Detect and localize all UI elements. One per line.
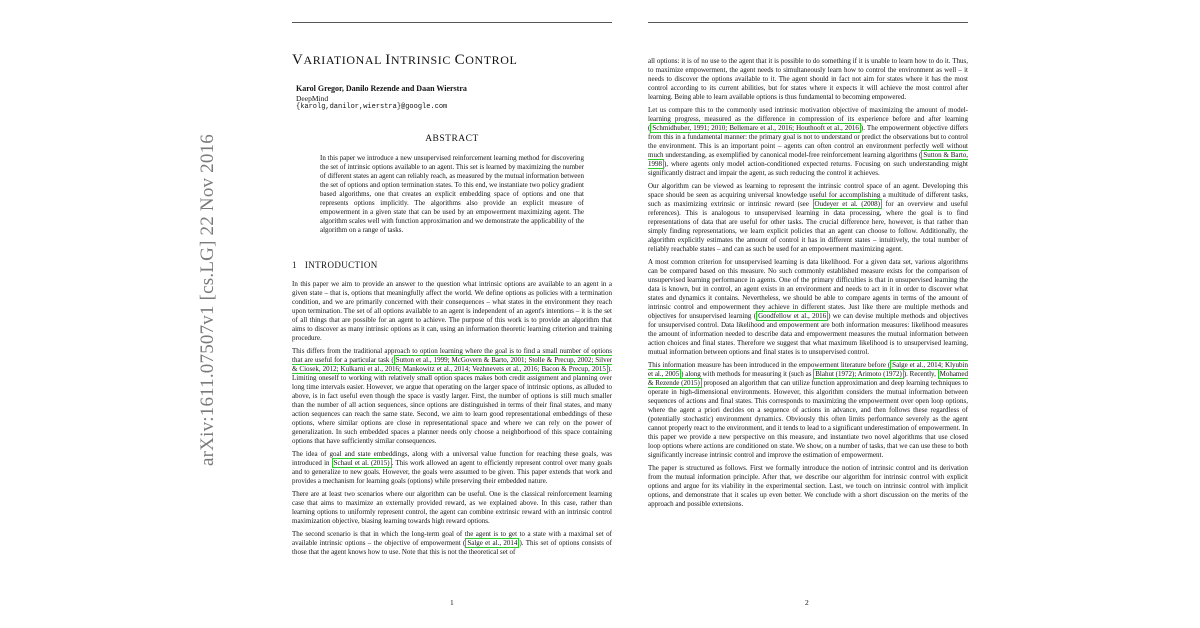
citation-link[interactable]: Mohamed & Rezende (2015) [648,370,968,387]
paragraph: all options: it is of no use to the agent that it is possible to do something if it is unable to learn how to do it. Thus, to maximize empowerment, the agent needs to simultaneously learn how to control the environment as well – it needs to discover the options available to it. The agent should in fact not aim for states where it has the most control according to its current abilities, but for states where it expects it will achieve the most control after learning. Being able to learn available options is thus fundamental to becoming empowered. [648,57,968,101]
paragraph: This differs from the traditional approach to option learning where the goal is to find a small number of options that are useful for a particular task ( Sutton et al., 1999; McGovern & Barto, 2001; Stolle & Precup, 2002; Silver & Ciosek, 2012; Kulkarni et al., 2016; Mankowitz et al., 2014; Vezhnevets et al., 2016; Bacon & Precup, 2015 ). Limiting oneself to working with relatively small option spaces makes both credit assignment and planning over long time intervals easier. However, we argue that operating on the larger space of intrinsic options, as alluded to above, is in fact useful even though the space is vastly larger. First, the number of options is still much smaller than the number of all action sequences, since options are distinguished in terms of their final states, and many action sequences can reach the same state. Second, we aim to learn good representational embeddings of these options, where similar options are close in representational space and where we can rely on the power of generalization. In such embedded spaces a planner needs only choose a neighborhood of this space containing options that have sufficiently similar consequences. [292,347,613,445]
citation-link[interactable]: Schmidhuber, 1991; 2010; Bellemare et al., 2016; Houthooft et al., 2016 [652,124,859,132]
abstract-text: In this paper we introduce a new unsupervised reinforcement learning method for discovering the set of intrinsic options available to an agent. This set is learned by maximizing the number of different states an agent can reliably reach, as measured by the mutual information between the set of options and option termination states. To this end, we instantiate two policy gradient based algorithms, one that creates an explicit embedding space of options and one that represents options implicitly. The algorithms also provide an explicit measure of empowerment in a given state that can be used by an empowerment maximizing agent. The algorithm scales well with function approximation and we demonstrate the applicability of the algorithm on a range of tasks. [320,154,584,234]
citation-link[interactable]: Salge et al., 2014; Klyubin et al., 2005 [648,361,968,378]
section-heading: 1 INTRODUCTION [292,260,378,270]
paragraph: In this paper we aim to provide an answer to the question what intrinsic options are available to an agent in a given state – that is, options that meaningfully affect the world. We define options as policies with a termination condition, and we are primarily concerned with their consequences – what states in the environment they reach upon termination. The set of all options available to an agent is independent of an agent's intentions – it is the set of all things that are possible for an agent to achieve. The purpose of this work is to provide an algorithm that aims to discover as many intrinsic options as it can, using an information theoretic learning criterion and training procedure. [292,280,612,342]
citation-link[interactable]: Goodfellow et al., 2016 [758,312,827,320]
body-column [292,280,612,561]
page-number: 1 [450,598,454,607]
citation-link[interactable]: Oudeyer et al. (2008) [814,200,880,208]
authors: Karol Gregor, Danilo Rezende and Daan Wierstra [296,84,467,93]
arxiv-identifier: arXiv:1611.07507v1 [cs.LG] 22 Nov 2016 [197,134,218,466]
citation-link[interactable]: Schaul et al. (2015) [333,459,390,467]
top-rule [648,22,968,23]
email: {karolg,danilor,wierstra}@google.com [296,103,448,111]
paper-title: VARIATIONAL INTRINSIC CONTROL [292,52,518,68]
paragraph: The idea of goal and state embeddings, along with a universal value function for reaching these goals, was introduced in Schaul et al. (2015) . This work allowed an agent to efficiently represent control over many goals and to generalize to new goals. However, the goals were assumed to be given. This paper extends that work and provides a mechanism for learning goals (options) while preserving their embedded nature. [292,450,612,485]
paragraph: The paper is structured as follows. First we formally introduce the notion of intrinsic control and its derivation from the mutual information principle. After that, we describe our algorithm for intrinsic control with explicit options and argue for its viability in the experimental section. Last, we touch on intrinsic control with implicit options, and demonstrate that it scales up even better. We conclude with a short discussion on the merits of the approach and possible extensions. [648,464,968,508]
citation-link[interactable]: Salge et al., 2014 [467,539,518,547]
body-column [648,57,968,513]
page-number: 2 [805,598,809,607]
citation-link[interactable]: Sutton et al., 1999; McGovern & Barto, 2001; Stolle & Precup, 2002; Silver & Ciosek, 2012; Kulkarni et al., 2016; Mankowitz et al., 2014; Vezhnevets et al., 2016; Bacon & Precup, 2015 [292,356,613,373]
affiliation: DeepMind [296,94,329,103]
abstract-heading: ABSTRACT [425,134,479,144]
paragraph: There are at least two scenarios where our algorithm can be useful. One is the classical reinforcement learning case that aims to maximize an externally provided reward, as we explained above. In this case, rather than learning options to uniformly represent control, the agent can combine extrinsic reward with an intrinsic control maximization objective, biasing learning towards high reward options. [292,490,612,525]
paragraph: Our algorithm can be viewed as learning to represent the intrinsic control space of an agent. Developing this space should be seen as acquiring universal knowledge useful for accomplishing a multitude of different tasks, such as maximizing extrinsic or intrinsic reward (see Oudeyer et al. (2008) for an overview and useful references). This is analogous to unsupervised learning in data processing, where the goal is to find representations of data that are useful for other tasks. The crucial difference here, however, is that rather than simply finding representations, we learn explicit policies that an agent can choose to follow. Additionally, the algorithm explicitly estimates the amount of control it has in different states – intuitively, the total number of reliably reachable states – and can as such be used for an empowerment maximizing agent. [648,182,968,253]
citation-link[interactable]: Sutton & Barto, 1998 [648,151,968,168]
paragraph: This information measure has been introduced in the empowerment literature before ( Salge et al., 2014; Klyubin et al., 2005 ) along with methods for measuring it (such as Blahut (1972); Arimoto (1972) ). Recently, Mohamed & Rezende (2015) proposed an algorithm that can utilize function approximation and deep learning techniques to operate in high-dimensional environments. However, this algorithm considers the mutual information between sequences of actions and final states. This corresponds to maximizing the empowerment over open loop options, where the agent a priori decides on a sequence of actions in advance, and then follows these regardless of (potentially stochastic) environment dynamics. Obviously this often limits performance severely as the agent cannot properly react to the environment, and it tends to lead to a significant underestimation of empowerment. In this paper we provide a new perspective on this measure, and instantiate two novel algorithms that use closed loop options where actions are conditioned on state. We show, on a number of tasks, that we can use these to both significantly increase intrinsic control and improve the estimation of empowerment. [648,361,968,459]
paragraph: Let us compare this to the commonly used intrinsic motivation objective of maximizing the amount of model-learning progress, measured as the difference in compression of its experience before and after learning ( Schmidhuber, 1991; 2010; Bellemare et al., 2016; Houthooft et al., 2016 ). The empowerment objective differs from this in a fundamental manner: the primary goal is not to understand or predict the observations but to control the environment. This is an important point – agents can often control an environment perfectly well without much understanding, as exemplified by canonical model-free reinforcement learning algorithms ( Sutton & Barto, 1998 ), where agents only model action-conditioned expected returns. Focusing on such understanding might significantly distract and impair the agent, as such reducing the control it achieves. [648,106,968,177]
page-2 [630,0,970,628]
citation-link[interactable]: Blahut (1972); Arimoto (1972) [815,370,902,378]
page-1 [270,0,620,628]
paragraph: A most common criterion for unsupervised learning is data likelihood. For a given data set, various algorithms can be compared based on this measure. No such commonly established measure exists for the comparison of unsupervised learning performance in agents. One of the primary difficulties is that in unsupervised learning the data is known, but in control, an agent exists in an environment and needs to act in it in order to discover what states and dynamics it contains. Nevertheless, we should be able to compare agents in terms of the amount of intrinsic control and empowerment they achieve in different states. Just like there are multiple methods and objectives for unsupervised learning ( Goodfellow et al., 2016 ) we can devise multiple methods and objectives for unsupervised control. Data likelihood and empowerment are both information measures: likelihood measures the amount of information needed to describe data and empowerment measures the mutual information between action choices and final states. Therefore we suggest that what maximum likelihood is to unsupervised learning, mutual information between options and final states is to unsupervised control. [648,258,969,356]
paragraph: The second scenario is that in which the long-term goal of the agent is to get to a state with a maximal set of available intrinsic options – the objective of empowerment ( Salge et al., 2014 ). This set of options consists of those that the agent knows how to use. Note that this is not the theoretical set of [292,530,612,556]
top-rule [292,22,612,23]
